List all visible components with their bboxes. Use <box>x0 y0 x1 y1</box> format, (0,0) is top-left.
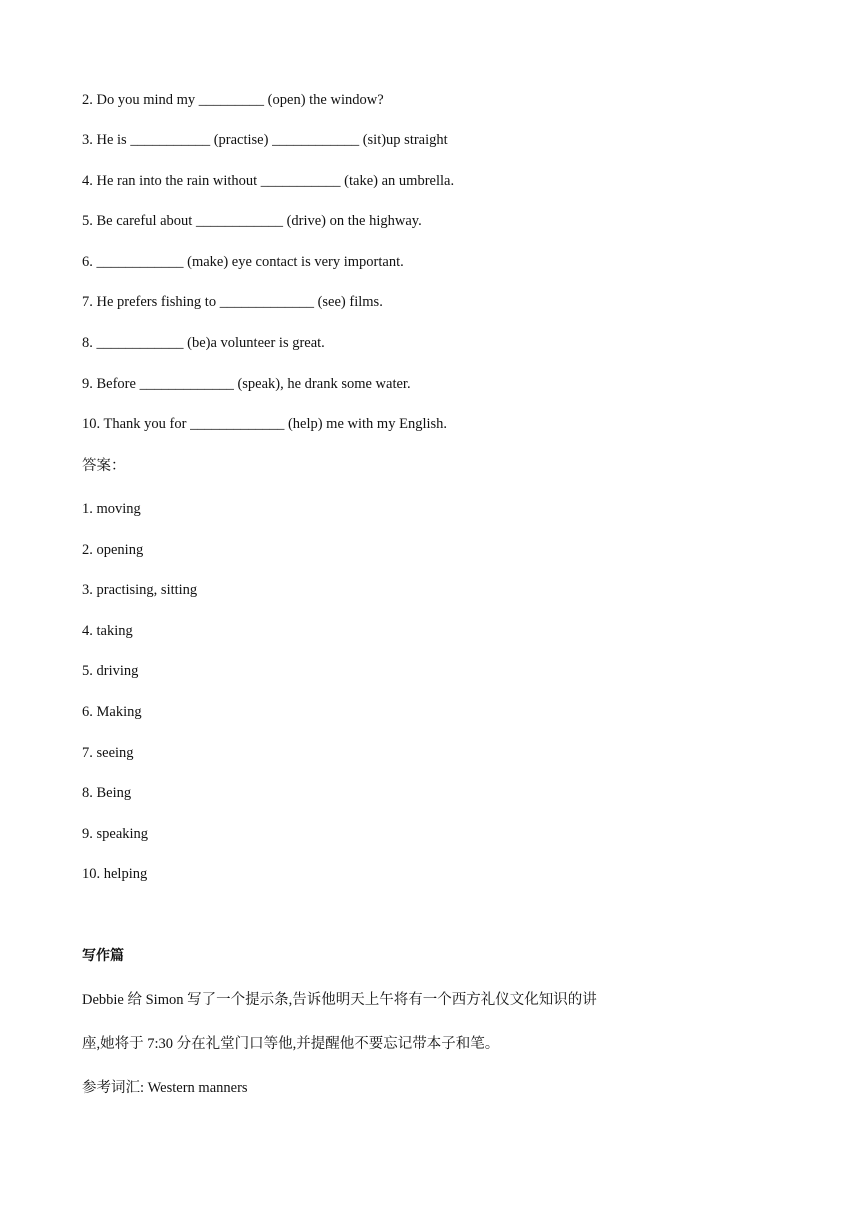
answer-item: 6. Making <box>82 704 142 720</box>
writing-prompt-line: 座,她将于 7:30 分在礼堂门口等他,并提醒他不要忘记带本子和笔。 <box>82 1036 500 1052</box>
exercise-item: 8. ____________ (be)a volunteer is great. <box>82 335 325 351</box>
exercise-item: 7. He prefers fishing to _____________ (see) films. <box>82 294 383 310</box>
answer-item: 5. driving <box>82 663 139 679</box>
answer-item: 8. Being <box>82 785 132 801</box>
exercise-item: 6. ____________ (make) eye contact is very important. <box>82 254 404 270</box>
answer-item: 3. practising, sitting <box>82 582 198 598</box>
exercise-item: 10. Thank you for _____________ (help) me with my English. <box>82 416 448 432</box>
answer-item: 2. opening <box>82 542 144 558</box>
exercise-item: 2. Do you mind my _________ (open) the window? <box>82 92 384 108</box>
answer-item: 9. speaking <box>82 826 149 842</box>
answer-item: 7. seeing <box>82 745 134 761</box>
writing-heading: 写作篇 <box>82 948 124 964</box>
answer-item: 4. taking <box>82 623 133 639</box>
exercise-item: 9. Before _____________ (speak), he drank some water. <box>82 376 411 392</box>
exercise-item: 4. He ran into the rain without ___________ (take) an umbrella. <box>82 173 455 189</box>
vocab-hint: 参考词汇: Western manners <box>82 1080 248 1096</box>
answer-item: 1. moving <box>82 501 141 517</box>
writing-prompt-line: Debbie 给 Simon 写了一个提示条,告诉他明天上午将有一个西方礼仪文化知识的讲 <box>82 992 597 1008</box>
answer-item: 10. helping <box>82 866 148 882</box>
exercise-item: 5. Be careful about ____________ (drive) on the highway. <box>82 213 422 229</box>
answers-label: 答案： <box>82 458 126 474</box>
exercise-item: 3. He is ___________ (practise) ____________ (sit)up straight <box>82 132 448 148</box>
